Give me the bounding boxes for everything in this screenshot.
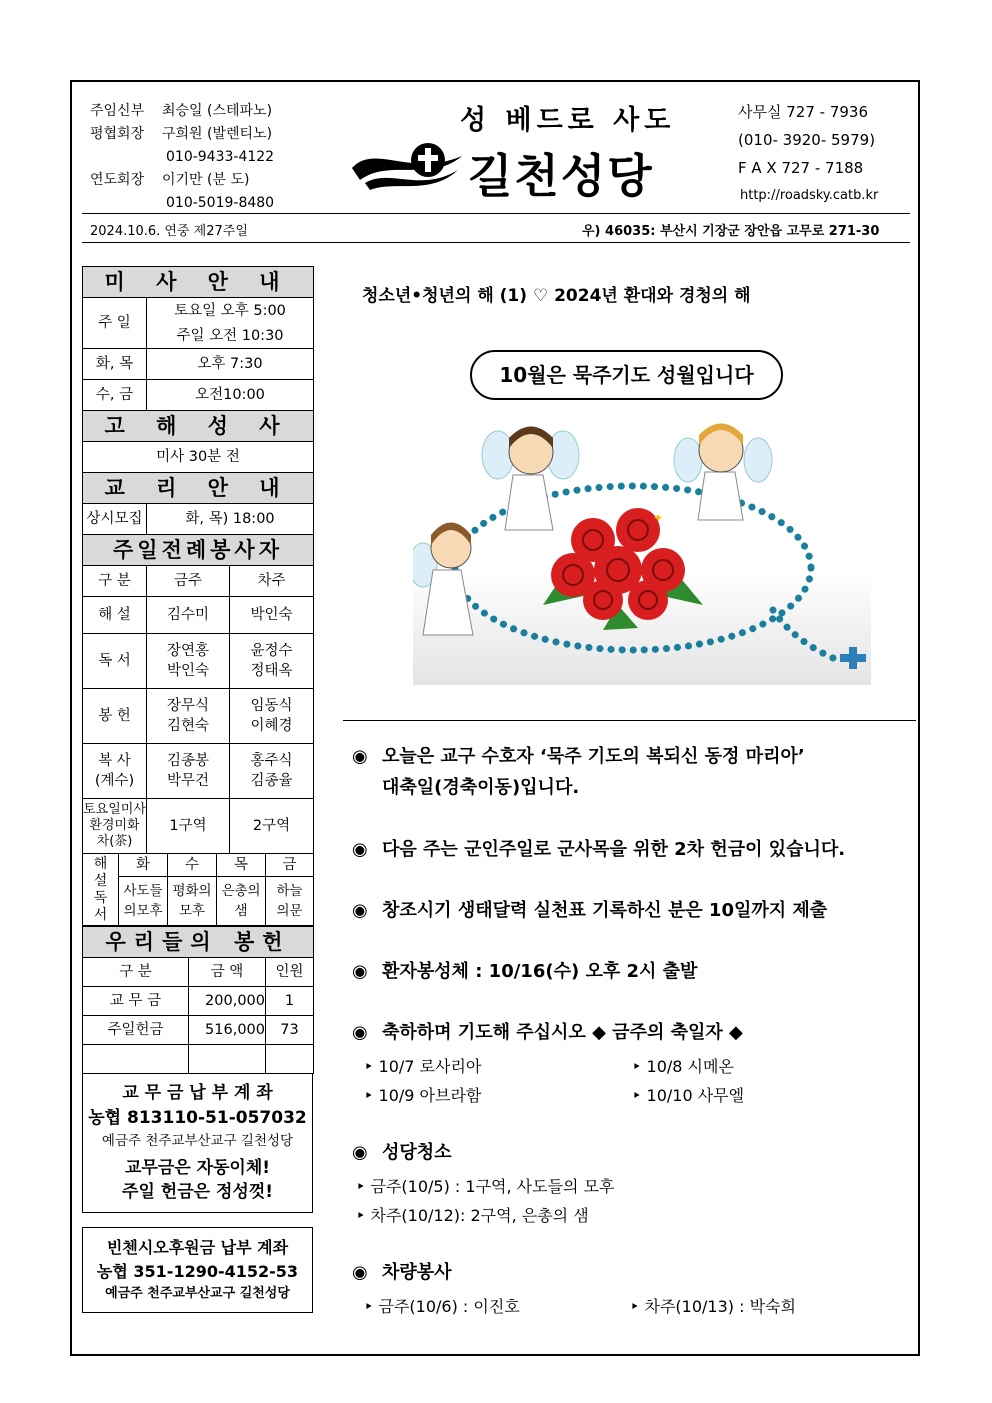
sat-clean-label-2: 환경미화 bbox=[89, 818, 140, 833]
weekday-tue: 화 bbox=[119, 854, 168, 877]
account-holder: 예금주 천주교부산교구 길천성당 bbox=[101, 1133, 294, 1149]
bullet-icon: ◉ bbox=[352, 839, 368, 860]
doctrine-title: 교 리 안 내 bbox=[83, 473, 314, 504]
bullet-icon: ◉ bbox=[352, 961, 368, 982]
weekday-thu-v2: 샘 bbox=[234, 903, 248, 919]
mass-table bbox=[82, 266, 314, 854]
tuethu-time: 오후 7:30 bbox=[147, 349, 314, 380]
offering-row2-amount: 516,000 bbox=[189, 1016, 266, 1045]
reader-next-2: 정태옥 bbox=[250, 663, 293, 679]
doctrine-label: 상시모집 bbox=[83, 504, 147, 535]
council-name: 구희원 (발렌티노) bbox=[162, 126, 273, 142]
altar-next-1: 홍주식 bbox=[250, 753, 293, 769]
elder-name: 이기만 (분 도) bbox=[162, 172, 250, 188]
account-note-2: 주일 헌금은 정성껏! bbox=[122, 1182, 273, 1202]
offering-table bbox=[82, 926, 314, 1074]
notice-1-line-2: 대축일(경축이동)입니다. bbox=[382, 777, 580, 798]
offer-this-2: 김현숙 bbox=[166, 718, 210, 734]
elder-label: 연도회장 bbox=[90, 172, 145, 188]
wedfri-label: 수, 금 bbox=[83, 380, 147, 411]
notice-2 bbox=[352, 835, 845, 865]
notice-7-text: 차량봉사 bbox=[382, 1262, 452, 1283]
mobile-phone: (010- 3920- 5979) bbox=[738, 131, 876, 149]
bullet-icon: ◉ bbox=[352, 1262, 368, 1283]
elder-phone: 010-5019-8480 bbox=[166, 195, 275, 211]
offer-this-1: 장무식 bbox=[166, 698, 210, 714]
doctrine-time: 화, 목) 18:00 bbox=[147, 504, 314, 535]
weekday-fri-v2: 의문 bbox=[276, 903, 303, 919]
sat-clean-next: 2구역 bbox=[230, 799, 314, 854]
notice-6 bbox=[352, 1138, 452, 1168]
notice-7 bbox=[352, 1258, 452, 1288]
weekday-tue-v1: 사도들 bbox=[123, 883, 163, 899]
sat-mass-time: 토요일 오후 5:00 bbox=[147, 298, 314, 324]
theme-subtitle: 청소년•청년의 해 (1) ♡ 2024년 환대와 경청의 해 bbox=[362, 286, 751, 306]
pastor-label: 주임신부 bbox=[90, 103, 145, 119]
notice-3 bbox=[352, 896, 827, 926]
notice-3-text: 창조시기 생태달력 실천표 기록하신 분은 10일까지 제출 bbox=[382, 900, 828, 921]
offering-row2-label: 주일헌금 bbox=[83, 1016, 189, 1045]
weekday-wed-v2: 모후 bbox=[178, 903, 206, 919]
svg-text:✦: ✦ bbox=[653, 511, 664, 525]
offering-title: 우리들의 봉헌 bbox=[83, 927, 314, 958]
commentary-this: 김수미 bbox=[147, 597, 230, 634]
bullet-icon: ◉ bbox=[352, 1022, 368, 1043]
sunday-label: 주 일 bbox=[83, 298, 147, 349]
servers-col-this: 금주 bbox=[147, 566, 230, 597]
vincent-number: 농협 351-1290-4152-53 bbox=[96, 1262, 299, 1281]
offering-col-amount: 금 액 bbox=[189, 958, 266, 987]
header-contact bbox=[738, 98, 878, 210]
notice-6-text: 성당청소 bbox=[382, 1142, 452, 1163]
offering-col-count: 인원 bbox=[266, 958, 314, 987]
account-title: 교 무 금 납 부 계 좌 bbox=[122, 1083, 273, 1103]
divider bbox=[343, 720, 916, 721]
sat-clean-label-3: 차(茶) bbox=[96, 834, 133, 849]
altar-label-sub: (계수) bbox=[94, 773, 135, 789]
weekday-label: 해설독서 bbox=[83, 854, 119, 926]
vehicle-next-week: ‣ 차주(10/13) : 박숙희 bbox=[630, 1297, 796, 1316]
office-phone: 사무실 727 - 7936 bbox=[738, 103, 868, 121]
reader-this-2: 박인숙 bbox=[166, 663, 210, 679]
feast-4: ‣ 10/10 사무엘 bbox=[632, 1086, 745, 1105]
servers-col-div: 구 분 bbox=[83, 566, 147, 597]
vincent-title: 빈첸시오후원금 납부 계좌 bbox=[106, 1238, 289, 1257]
bullet-icon: ◉ bbox=[352, 746, 368, 767]
wedfri-time: 오전10:00 bbox=[147, 380, 314, 411]
servers-title: 주일전례봉사자 bbox=[83, 535, 314, 566]
divider bbox=[82, 213, 910, 214]
rosary-month-bubble: 10월은 묵주기도 성월입니다 bbox=[470, 350, 783, 400]
angel-center-icon bbox=[482, 427, 579, 531]
sun-mass-time: 주일 오전 10:30 bbox=[147, 323, 314, 349]
altar-next-2: 김종율 bbox=[250, 773, 293, 789]
website-url[interactable]: http://roadsky.catb.kr bbox=[740, 188, 879, 203]
account-box bbox=[82, 1074, 313, 1213]
weekday-thu-v1: 은총의 bbox=[221, 883, 261, 899]
account-note-1: 교무금은 자동이체! bbox=[124, 1158, 271, 1178]
vincent-box bbox=[82, 1227, 313, 1313]
rosary-angels-illustration bbox=[413, 400, 871, 685]
mass-title: 미 사 안 내 bbox=[83, 267, 314, 298]
feast-2: ‣ 10/8 시메온 bbox=[632, 1057, 734, 1076]
council-phone: 010-9433-4122 bbox=[166, 149, 275, 165]
church-logo-icon bbox=[350, 138, 465, 193]
confession-title: 고 해 성 사 bbox=[83, 411, 314, 442]
altar-this-2: 박무건 bbox=[166, 773, 210, 789]
offering-row1-label: 교 무 금 bbox=[83, 987, 189, 1016]
title-top: 성 베드로 사도 bbox=[460, 105, 676, 136]
issue-date: 2024.10.6. 연중 제27주일 bbox=[90, 224, 248, 239]
offer-label: 봉 헌 bbox=[83, 689, 147, 744]
weekday-wed-v1: 평화의 bbox=[172, 883, 212, 899]
notice-2-text: 다음 주는 군인주일로 군사목을 위한 2차 헌금이 있습니다. bbox=[382, 839, 846, 860]
altar-this-1: 김종봉 bbox=[166, 753, 210, 769]
fax-number: F A X 727 - 7188 bbox=[738, 159, 864, 177]
vincent-holder: 예금주 천주교부산교구 길천성당 bbox=[105, 1286, 290, 1301]
offering-row1-amount: 200,000 bbox=[189, 987, 266, 1016]
cleaning-this-week: ‣ 금주(10/5) : 1구역, 사도들의 모후 bbox=[356, 1177, 615, 1196]
feast-3: ‣ 10/9 아브라함 bbox=[364, 1086, 482, 1105]
sidebar bbox=[82, 266, 313, 1313]
notice-4-text: 환자봉성체 : 10/16(수) 오후 2시 출발 bbox=[382, 961, 698, 982]
servers-col-next: 차주 bbox=[230, 566, 314, 597]
offer-next-2: 이혜경 bbox=[250, 718, 293, 734]
weekday-wed: 수 bbox=[168, 854, 217, 877]
notice-5-text: 축하하며 기도해 주십시오 ◆ 금주의 축일자 ◆ bbox=[382, 1022, 743, 1043]
sat-clean-this: 1구역 bbox=[147, 799, 230, 854]
commentary-next: 박인숙 bbox=[230, 597, 314, 634]
vehicle-this-week: ‣ 금주(10/6) : 이진호 bbox=[364, 1297, 520, 1316]
confession-text: 미사 30분 전 bbox=[83, 442, 314, 473]
pastor-name: 최승일 (스테파노) bbox=[162, 103, 273, 119]
weekday-table bbox=[82, 854, 314, 926]
angel-right-icon bbox=[674, 424, 772, 521]
church-address: 우) 46035: 부산시 기장군 장안읍 고무로 271-30 bbox=[582, 224, 880, 239]
header-staff bbox=[90, 100, 274, 215]
offering-row2-count: 73 bbox=[266, 1016, 314, 1045]
notice-4 bbox=[352, 957, 697, 987]
weekday-tue-v2: 의모후 bbox=[123, 903, 163, 919]
cleaning-next-week: ‣ 차주(10/12): 2구역, 은총의 샘 bbox=[356, 1206, 589, 1225]
altar-label: 복 사 bbox=[98, 753, 131, 769]
offering-col-div: 구 분 bbox=[83, 958, 189, 987]
notice-1-line-1: 오늘은 교구 수호자 ‘묵주 기도의 복되신 동정 마리아’ bbox=[382, 746, 805, 767]
reader-next-1: 윤정수 bbox=[250, 643, 293, 659]
notice-1 bbox=[352, 742, 805, 772]
offer-next-1: 임동식 bbox=[250, 698, 293, 714]
account-number: 농협 813110-51-057032 bbox=[88, 1108, 307, 1128]
weekday-thu: 목 bbox=[217, 854, 266, 877]
bullet-icon: ◉ bbox=[352, 1142, 368, 1163]
tuethu-label: 화, 목 bbox=[83, 349, 147, 380]
feast-1: ‣ 10/7 로사리아 bbox=[364, 1057, 482, 1076]
weekday-fri: 금 bbox=[266, 854, 314, 877]
divider bbox=[82, 242, 910, 243]
commentary-label: 해 설 bbox=[83, 597, 147, 634]
title-main: 길천성당 bbox=[468, 149, 654, 203]
bullet-icon: ◉ bbox=[352, 900, 368, 921]
notice-5 bbox=[352, 1018, 743, 1048]
sat-clean-label: 토요일미사 bbox=[83, 802, 146, 817]
offering-row1-count: 1 bbox=[266, 987, 314, 1016]
council-label: 평협회장 bbox=[90, 126, 145, 142]
weekday-fri-v1: 하늘 bbox=[276, 883, 303, 899]
reader-this-1: 장연홍 bbox=[166, 643, 210, 659]
reader-label: 독 서 bbox=[83, 634, 147, 689]
